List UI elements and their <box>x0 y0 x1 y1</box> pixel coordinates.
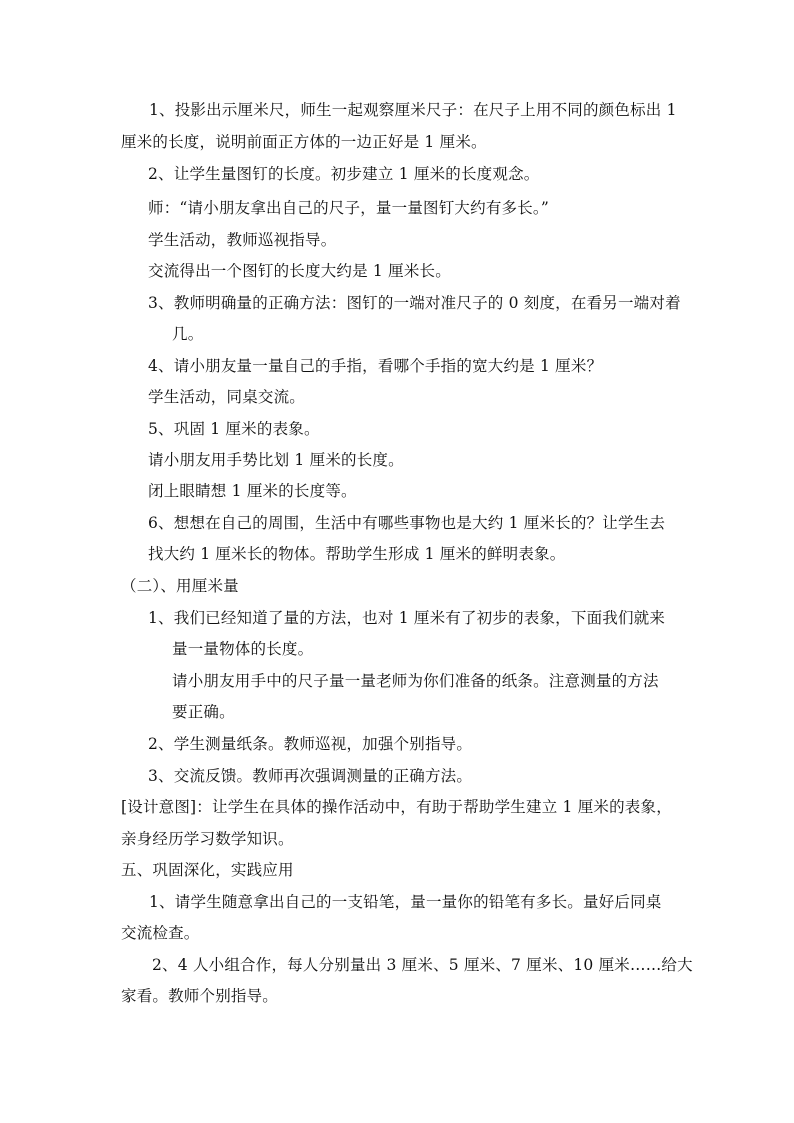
paragraph-line-4: 师：“请小朋友拿出自己的尺子，量一量图钉大约有多长。” <box>148 199 549 217</box>
paragraph-line-26: 1、请学生随意拿出自己的一支铅笔，量一量你的铅笔有多长。量好后同桌 <box>149 893 662 911</box>
paragraph-line-11: 5、巩固 1 厘米的表象。 <box>148 420 320 438</box>
paragraph-line-9: 4、请小朋友量一量自己的手指，看哪个手指的宽大约是 1 厘米？ <box>148 357 603 375</box>
paragraph-line-18: 量一量物体的长度。 <box>172 640 314 658</box>
design-intent-line-1: [设计意图]：让学生在具体的操作活动中，有助于帮助学生建立 1 厘米的表象， <box>121 798 672 816</box>
section-heading-consolidate: 五、巩固深化，实践应用 <box>121 861 294 879</box>
paragraph-line-14: 6、想想在自己的周围，生活中有哪些事物也是大约 1 厘米长的？让学生去 <box>148 514 666 532</box>
paragraph-line-15: 找大约 1 厘米长的物体。帮助学生形成 1 厘米的鲜明表象。 <box>148 545 566 563</box>
paragraph-line-27: 交流检查。 <box>121 924 200 942</box>
paragraph-line-2: 厘米的长度，说明前面正方体的一边正好是 1 厘米。 <box>121 133 487 151</box>
paragraph-line-12: 请小朋友用手势比划 1 厘米的长度。 <box>148 451 404 469</box>
paragraph-line-1: 1、投影出示厘米尺，师生一起观察厘米尺子：在尺子上用不同的颜色标出 1 <box>149 101 677 119</box>
paragraph-line-22: 3、交流反馈。教师再次强调测量的正确方法。 <box>148 767 473 785</box>
paragraph-line-7: 3、教师明确量的正确方法：图钉的一端对准尺子的 0 刻度，在看另一端对着 <box>148 294 681 312</box>
design-intent-line-2: 亲身经历学习数学知识。 <box>121 830 294 848</box>
paragraph-line-28: 2、4 人小组合作，每人分别量出 3 厘米、5 厘米、7 厘米、10 厘米……给大 <box>152 956 693 974</box>
paragraph-line-10: 学生活动，同桌交流。 <box>148 388 306 406</box>
paragraph-line-5: 学生活动，教师巡视指导。 <box>148 231 337 249</box>
section-heading-measure: （二）、用厘米量 <box>121 577 239 595</box>
paragraph-line-17: 1、我们已经知道了量的方法，也对 1 厘米有了初步的表象，下面我们就来 <box>148 609 666 627</box>
paragraph-line-29: 家看。教师个别指导。 <box>121 987 279 1005</box>
paragraph-line-8: 几。 <box>172 325 204 343</box>
paragraph-line-21: 2、学生测量纸条。教师巡视，加强个别指导。 <box>148 735 473 753</box>
paragraph-line-6: 交流得出一个图钉的长度大约是 1 厘米长。 <box>148 262 451 280</box>
paragraph-line-3: 2、让学生量图钉的长度。初步建立 1 厘米的长度观念。 <box>148 165 540 183</box>
paragraph-line-19: 请小朋友用手中的尺子量一量老师为你们准备的纸条。注意测量的方法 <box>172 672 659 690</box>
paragraph-line-20: 要正确。 <box>172 703 235 721</box>
paragraph-line-13: 闭上眼睛想 1 厘米的长度等。 <box>148 482 357 500</box>
